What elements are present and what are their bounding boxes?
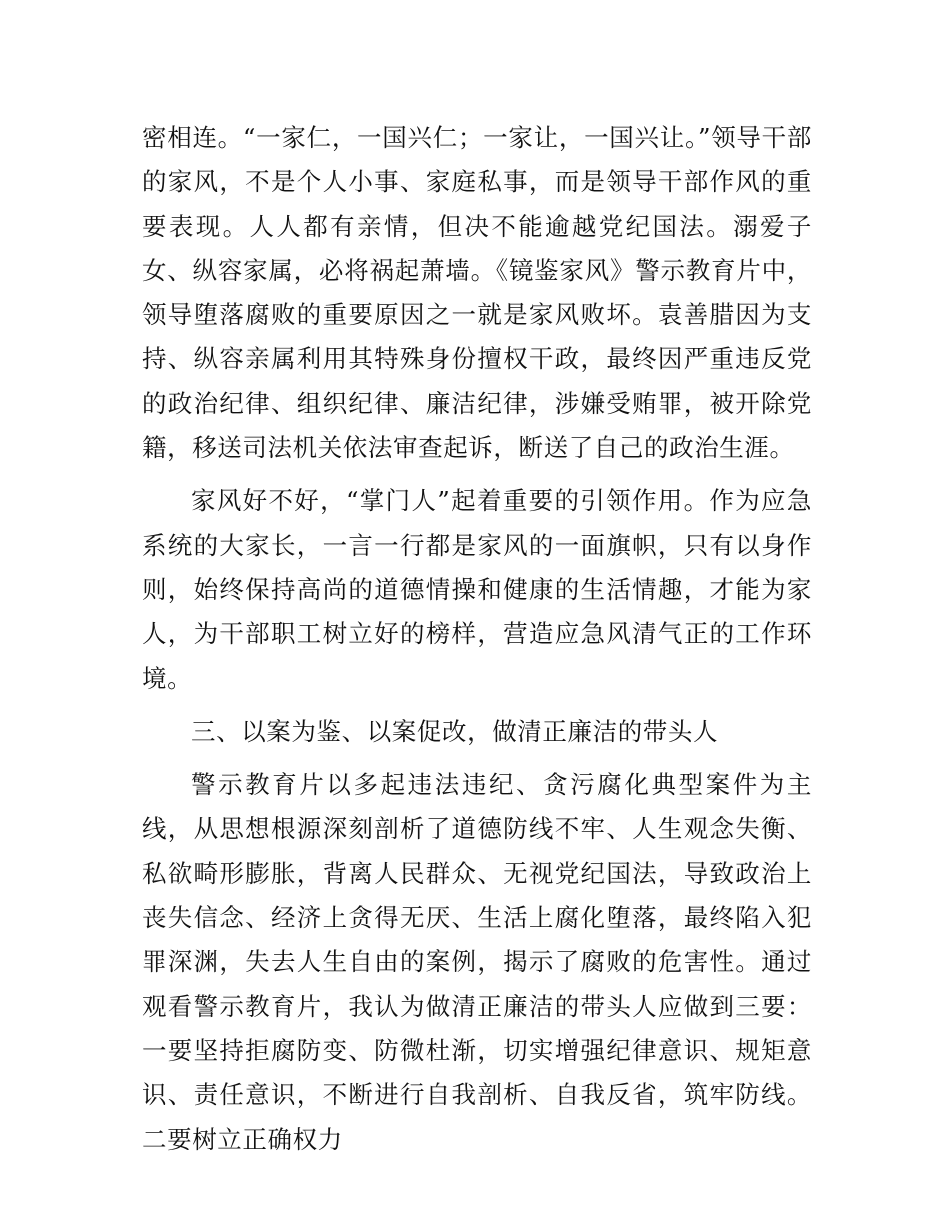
section-heading: 三、以案为鉴、以案促改，做清正廉洁的带头人 bbox=[191, 716, 719, 746]
paragraph-continuation: 密相连。“一家仁，一国兴仁；一家让，一国兴让。”领导干部的家风，不是个人小事、家庭私事，而是领导干部作风的重要表现。人人都有亲情，但决不能逾越党纪国法。溺爱子女、纵容家属，必将祸起萧墙。《镜鉴家风》警示教育片中，领导堕落腐败的重要原因之一就是家风败坏。袁善腊因为支持、纵容亲属利用其特殊身份擅权干政，最终因严重违反党的政治纪律、组织纪律、廉洁纪律，涉嫌受贿罪，被开除党籍，移送司法机关依法审查起诉，断送了自己的政治生涯。 bbox=[142, 123, 812, 463]
paragraph-warning-education: 警示教育片以多起违法违纪、贪污腐化典型案件为主线，从思想根源深刻剖析了道德防线不牢、人生观念失衡、私欲畸形膨胀，背离人民群众、无视党纪国法，导致政治上丧失信念、经济上贪得无厌、生活上腐化堕落，最终陷入犯罪深渊，失去人生自由的案例，揭示了腐败的危害性。通过观看警示教育片，我认为做清正廉洁的带头人应做到三要：一要坚持拒腐防变、防微杜渐，切实增强纪律意识、规矩意识、责任意识，不断进行自我剖析、自我反省，筑牢防线。二要树立正确权力 bbox=[142, 770, 812, 1154]
document-body bbox=[142, 116, 812, 1162]
paragraph-family-head-role: 家风好不好，“掌门人”起着重要的引领作用。作为应急系统的大家长，一言一行都是家风的一面旗帜，只有以身作则，始终保持高尚的道德情操和健康的生活情趣，才能为家人，为干部职工树立好的榜样，营造应急风清气正的工作环境。 bbox=[142, 486, 812, 693]
